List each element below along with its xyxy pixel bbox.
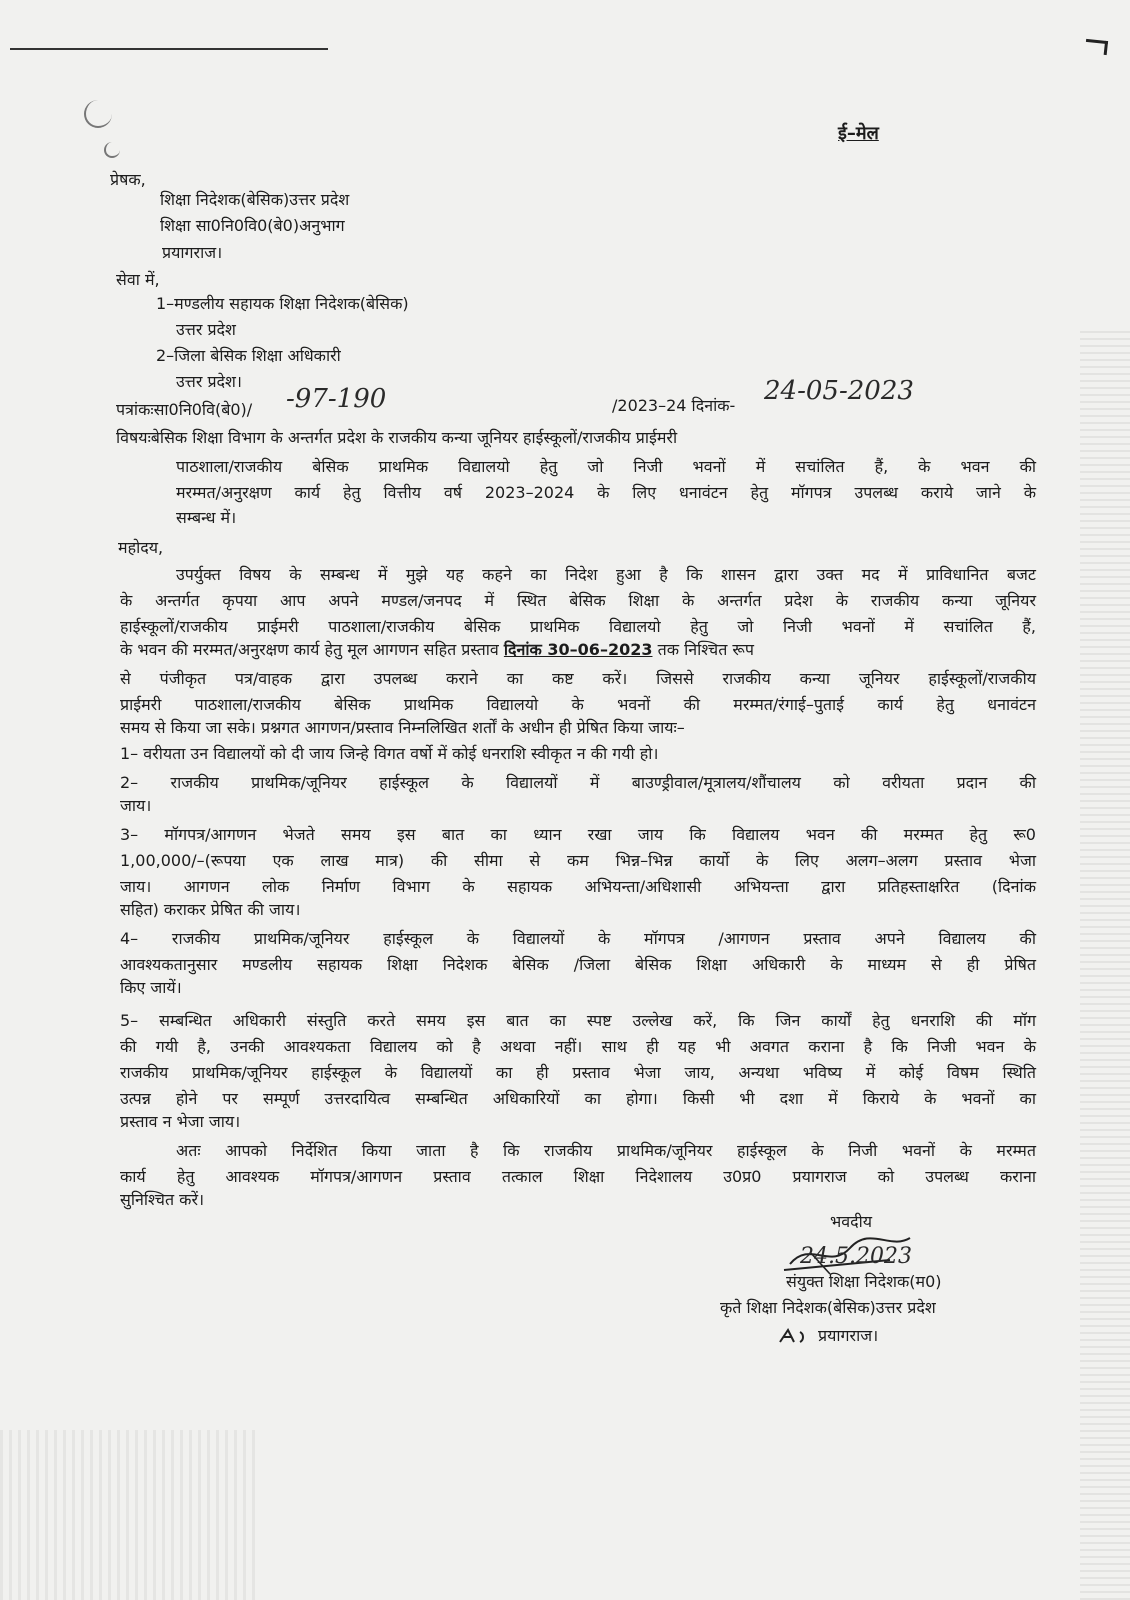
condition-2: जाय। [120, 796, 152, 815]
recipient-line: उत्तर प्रदेश [176, 320, 236, 339]
letter-number-handwritten: -97-190 [286, 384, 387, 414]
condition-3: 1,00,000/–(रूपया एक लाख मात्र) की सीमा से कम भिन्न–भिन्न कार्यो के लिए अलग–अलग प्रस्ताव भेजा [120, 851, 1036, 870]
body-text: के भवन की मरम्मत/अनुरक्षण कार्य हेतु मूल आगणन सहित प्रस्ताव [120, 640, 499, 659]
condition-5: उत्पन्न होने पर सम्पूर्ण उत्तरदायित्व सम्बन्धित अधिकारियों का होगा। किसी भी दशा में किराये के भवनों का [120, 1089, 1036, 1108]
condition-3: जाय। आगणन लोक निर्माण विभाग के सहायक अभियन्ता/अधिशासी अभियन्ता द्वारा प्रतिहस्ताक्षरित (दिनांक [120, 877, 1036, 896]
condition-3: सहित) कराकर प्रेषित की जाय। [120, 900, 301, 919]
sender-label: प्रेषक, [110, 170, 146, 189]
sender-line: शिक्षा सा0नि0वि0(बे0)अनुभाग [160, 216, 345, 235]
punch-hole-mark [104, 142, 120, 158]
condition-5: 5– सम्बन्धित अधिकारी संस्तुति करते समय इस बात का स्पष्ट उल्लेख करें, कि जिन कार्यों हेतु धनराशि की मॉग [120, 1011, 1036, 1030]
date-handwritten: 24-05-2023 [764, 376, 914, 406]
recipient-label: सेवा में, [116, 270, 160, 289]
recipient-line: उत्तर प्रदेश। [176, 372, 242, 391]
condition-1: 1– वरीयता उन विद्यालयों को दी जाय जिन्हे विगत वर्षो में कोई धनराशि स्वीकृत न की गयी हो। [120, 744, 659, 763]
closing-line: सुनिश्चित करें। [120, 1190, 205, 1209]
punch-hole-mark [84, 100, 112, 128]
scan-noise-bottom [0, 1430, 260, 1600]
recipient-line: 2–जिला बेसिक शिक्षा अधिकारी [156, 346, 341, 365]
on-behalf-of: कृते शिक्षा निदेशक(बेसिक)उत्तर प्रदेश [720, 1298, 936, 1317]
sender-line: प्रयागराज। [162, 243, 223, 262]
body-line: समय से किया जा सके। प्रश्नगत आगणन/प्रस्ताव निम्नलिखित शर्तों के अधीन ही प्रेषित किया जायः– [120, 718, 685, 737]
recipient-line: 1–मण्डलीय सहायक शिक्षा निदेशक(बेसिक) [156, 294, 409, 313]
place: प्रयागराज। [818, 1326, 879, 1345]
condition-4: किए जायें। [120, 978, 182, 997]
subject-line: मरम्मत/अनुरक्षण कार्य हेतु वित्तीय वर्ष 2023–2024 के लिए धनावंटन हेतु मॉगपत्र उपलब्ध कराये जाने के [176, 483, 1036, 502]
salutation: महोदय, [118, 538, 164, 557]
condition-5: की गयी है, उनकी आवश्यकता विद्यालय को है अथवा नहीं। साथ ही यह भी अवगत कराना है कि निजी भवन के [120, 1037, 1036, 1056]
letter-number-prefix: पत्रांकःसा0नि0वि(बे0)/ [116, 400, 253, 419]
session-date-label: /2023–24 दिनांक- [612, 396, 736, 415]
body-text: तक निश्चित रूप [657, 640, 754, 659]
body-line: से पंजीकृत पत्र/वाहक द्वारा उपलब्ध कराने का कष्ट करें। जिससे राजकीय कन्या जूनियर हाईस्कूलों/राजकीय [120, 669, 1036, 688]
subject-line: पाठशाला/राजकीय बेसिक प्राथमिक विद्यालयो हेतु जो निजी भवनों में सचांलित हैं, के भवन की [176, 457, 1036, 476]
subject-line: विषयःबेसिक शिक्षा विभाग के अन्तर्गत प्रदेश के राजकीय कन्या जूनियर हाईस्कूलों/राजकीय प्राईमरी [116, 428, 678, 447]
condition-4: 4– राजकीय प्राथमिक/जूनियर हाईस्कूल के विद्यालयों के मॉगपत्र /आगणन प्रस्ताव अपने विद्यालय की [120, 929, 1036, 948]
body-line: प्राईमरी पाठशाला/राजकीय बेसिक प्राथमिक विद्यालयो के भवनों की मरम्मत/रंगाई–पुताई कार्य हेतु धनावंटन [120, 695, 1036, 714]
initials-scribble [778, 1326, 808, 1346]
scan-edge-line [10, 48, 328, 50]
condition-2: 2– राजकीय प्राथमिक/जूनियर हाईस्कूल के विद्यालयों में बाउण्ड्रीवाल/मूत्रालय/शौंचालय को वरीयता प्रदान की [120, 773, 1036, 792]
condition-5: प्रस्ताव न भेजा जाय। [120, 1112, 241, 1131]
body-line-with-deadline [120, 640, 754, 660]
email-label: ई–मेल [838, 123, 879, 144]
deadline-date: दिनांक 30–06–2023 [503, 640, 653, 659]
scan-corner-mark [1086, 39, 1108, 44]
sender-line: शिक्षा निदेशक(बेसिक)उत्तर प्रदेश [160, 190, 350, 209]
body-line: हाईस्कूलों/राजकीय प्राईमरी पाठशाला/राजकीय बेसिक प्राथमिक विद्यालयो हेतु जो निजी भवनों में सचांलित हैं, [120, 617, 1036, 636]
designation: संयुक्त शिक्षा निदेशक(म0) [786, 1272, 942, 1291]
signed-date-handwritten: 24.5.2023 [800, 1244, 912, 1269]
condition-3: 3– मॉगपत्र/आगणन भेजते समय इस बात का ध्यान रखा जाय कि विद्यालय भवन की मरम्मत हेतु रू0 [120, 825, 1036, 844]
closing-line: कार्य हेतु आवश्यक मॉगपत्र/आगणन प्रस्ताव तत्काल शिक्षा निदेशालय उ0प्र0 प्रयागराज को उपलब्ध कराना [120, 1167, 1036, 1186]
condition-5: राजकीय प्राथमिक/जूनियर हाईस्कूल के विद्यालयों का ही प्रस्ताव भेजा जाय, अन्यथा भविष्य में कोई विषम स्थिति [120, 1063, 1036, 1082]
subject-line: सम्बन्ध में। [176, 508, 237, 527]
valediction: भवदीय [830, 1212, 873, 1231]
body-line: उपर्युक्त विषय के सम्बन्ध में मुझे यह कहने का निदेश हुआ है कि शासन द्वारा उक्त मद में प्राविधानित बजट [176, 565, 1036, 584]
scan-noise-right [1080, 330, 1130, 1600]
body-line: के अन्तर्गत कृपया आप अपने मण्डल/जनपद में स्थित बेसिक शिक्षा के अन्तर्गत प्रदेश के राजकीय कन्या जूनियर [120, 591, 1036, 610]
closing-line: अतः आपको निर्देशित किया जाता है कि राजकीय प्राथमिक/जूनियर हाईस्कूल के निजी भवनों के मरम्मत [176, 1141, 1036, 1160]
condition-4: आवश्यकतानुसार मण्डलीय सहायक शिक्षा निदेशक बेसिक /जिला बेसिक शिक्षा अधिकारी के माध्यम से ही प्रेषित [120, 955, 1036, 974]
